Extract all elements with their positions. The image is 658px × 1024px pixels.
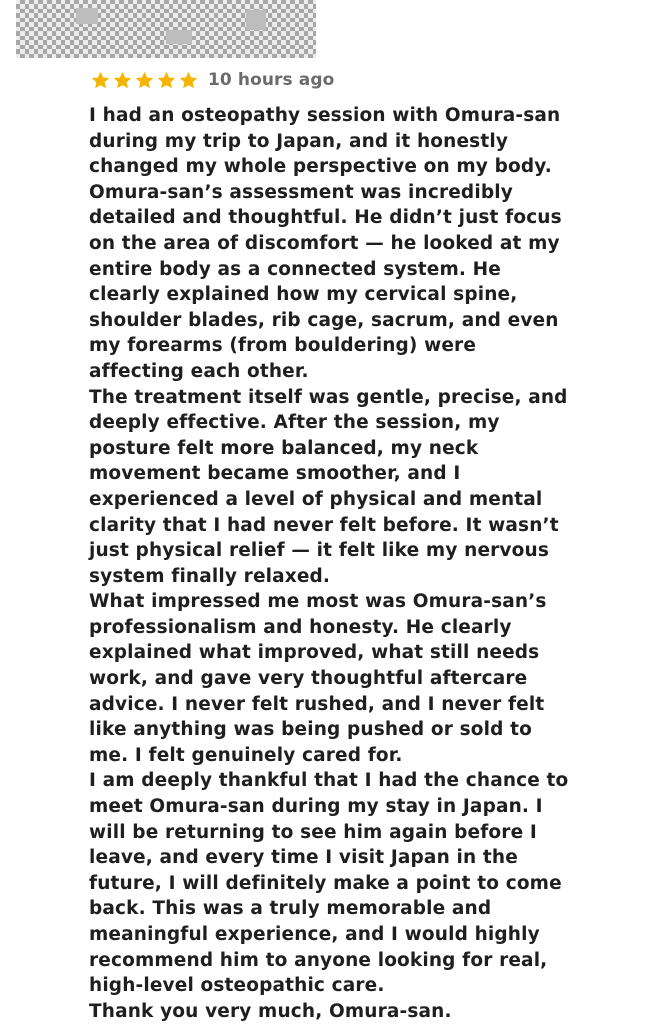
- review-line: during my trip to Japan, and it honestly: [89, 130, 509, 152]
- review-time: 10 hours ago: [208, 70, 335, 90]
- review-line: meet Omura-san during my stay in Japan. I: [89, 796, 543, 818]
- review-line: leave, and every time I visit Japan in the: [89, 847, 518, 869]
- star-icon: [134, 70, 155, 91]
- review-line: meaningful experience, and I would highly: [89, 924, 540, 945]
- review-line: changed my whole perspective on my body.: [89, 156, 552, 178]
- review-line: advice. I never felt rushed, and I never felt: [89, 693, 545, 715]
- blur-block: [246, 10, 266, 30]
- review-text: [89, 103, 579, 1024]
- review-line: shoulder blades, rib cage, sacrum, and even: [89, 309, 559, 331]
- review-line: back. This was a truly memorable and: [89, 898, 492, 920]
- review-line: clarity that I had never felt before. It wasn’t: [89, 514, 559, 536]
- review-line: experienced a level of physical and mental: [89, 488, 543, 510]
- review-line: professionalism and honesty. He clearly: [89, 616, 512, 638]
- star-icon: [178, 70, 199, 91]
- star-icon: [90, 70, 111, 91]
- review-line: I am deeply thankful that I had the chance to: [89, 770, 569, 792]
- review-line: clearly explained how my cervical spine,: [89, 284, 518, 306]
- review-line: my forearms (from bouldering) were: [89, 335, 477, 357]
- review-line: What impressed me most was Omura-san’s: [89, 591, 547, 613]
- blur-block: [76, 8, 98, 24]
- review-line: system finally relaxed.: [89, 565, 331, 587]
- review-line: like anything was being pushed or sold to: [89, 719, 532, 741]
- review-line: The treatment itself was gentle, precise, and: [89, 386, 568, 408]
- star-icon: [156, 70, 177, 91]
- review-line: future, I will definitely make a point to come: [89, 872, 562, 894]
- review-line: Thank you very much, Omura-san.: [89, 1000, 452, 1022]
- rating-row: [90, 66, 334, 94]
- review-line: recommend him to anyone looking for real,: [89, 949, 548, 971]
- review-line: affecting each other.: [89, 360, 309, 382]
- review-line: movement became smoother, and I: [89, 463, 461, 485]
- review-line: just physical relief — it felt like my nervous: [89, 540, 549, 562]
- review-line: high-level osteopathic care.: [89, 975, 385, 997]
- review-line: Omura-san’s assessment was incredibly: [89, 181, 513, 203]
- star-icon: [112, 70, 133, 91]
- review-line: work, and gave very thoughtful aftercare: [89, 668, 528, 690]
- review-line: explained what improved, what still needs: [89, 642, 540, 664]
- review-line: posture felt more balanced, my neck: [89, 437, 479, 459]
- review-line: entire body as a connected system. He: [89, 258, 501, 280]
- review-line: I had an osteopathy session with Omura-san: [89, 105, 561, 126]
- review-line: detailed and thoughtful. He didn’t just focus: [89, 207, 562, 229]
- reviewer-name-blurred: [16, 0, 316, 58]
- review-line: will be returning to see him again before I: [89, 821, 537, 843]
- blur-block: [166, 30, 192, 44]
- review-line: deeply effective. After the session, my: [89, 412, 500, 434]
- review-line: me. I felt genuinely cared for.: [89, 744, 403, 766]
- review-line: on the area of discomfort — he looked at my: [89, 232, 560, 254]
- star-rating: [90, 70, 199, 91]
